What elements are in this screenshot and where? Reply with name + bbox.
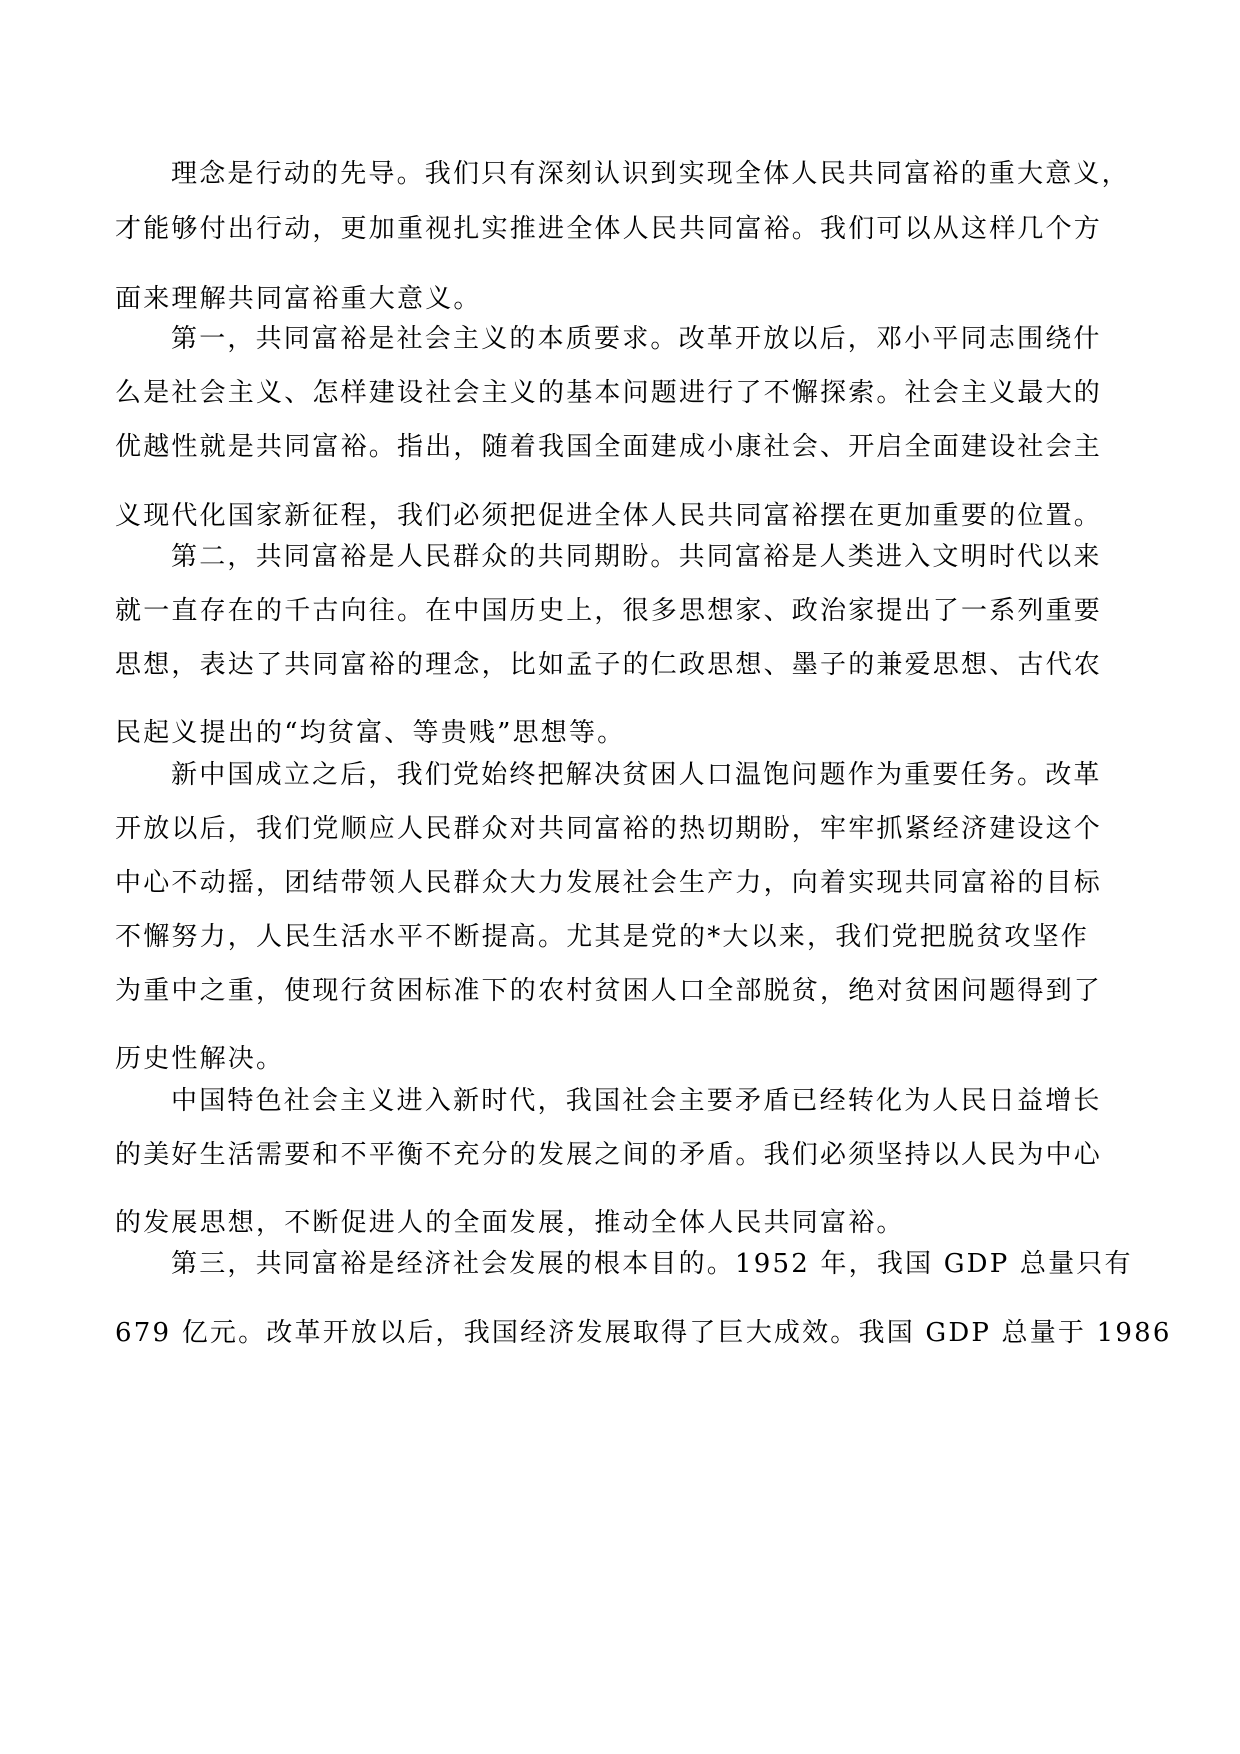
- text-line: 就一直存在的千古向往。在中国历史上，很多思想家、政治家提出了一系列重要: [115, 596, 1103, 626]
- text-line: 新中国成立之后，我们党始终把解决贫困人口温饱问题作为重要任务。改革: [171, 760, 1102, 790]
- text-line: 民起义提出的“均贫富、等贵贱”思想等。: [115, 718, 626, 748]
- text-line: 不懈努力，人民生活水平不断提高。尤其是党的*大以来，我们党把脱贫攻坚作: [115, 922, 1090, 952]
- text-line: 的美好生活需要和不平衡不充分的发展之间的矛盾。我们必须坚持以人民为中心: [115, 1140, 1103, 1170]
- text-line: 才能够付出行动，更加重视扎实推进全体人民共同富裕。我们可以从这样几个方: [115, 214, 1103, 244]
- text-line: 开放以后，我们党顺应人民群众对共同富裕的热切期盼，牢牢抓紧经济建设这个: [115, 814, 1103, 844]
- text-line: 第一，共同富裕是社会主义的本质要求。改革开放以后，邓小平同志围绕什: [171, 324, 1102, 354]
- text-line: 第二，共同富裕是人民群众的共同期盼。共同富裕是人类进入文明时代以来: [171, 542, 1102, 572]
- text-line: 为重中之重，使现行贫困标准下的农村贫困人口全部脱贫，绝对贫困问题得到了: [115, 976, 1103, 1006]
- text-line: 思想，表达了共同富裕的理念，比如孟子的仁政思想、墨子的兼爱思想、古代农: [115, 650, 1103, 680]
- text-line: 的发展思想，不断促进人的全面发展，推动全体人民共同富裕。: [115, 1208, 905, 1238]
- text-line: 面来理解共同富裕重大意义。: [115, 284, 482, 314]
- text-line: 义现代化国家新征程，我们必须把促进全体人民共同富裕摆在更加重要的位置。: [115, 501, 1103, 531]
- text-line: 中国特色社会主义进入新时代，我国社会主要矛盾已经转化为人民日益增长: [171, 1086, 1102, 1116]
- text-line: 历史性解决。: [115, 1044, 285, 1074]
- text-line: 理念是行动的先导。我们只有深刻认识到实现全体人民共同富裕的重大意义，: [171, 159, 1130, 189]
- text-line: 679 亿元。改革开放以后，我国经济发展取得了巨大成效。我国 GDP 总量于 1986: [115, 1318, 1172, 1348]
- text-line: 第三，共同富裕是经济社会发展的根本目的。1952 年，我国 GDP 总量只有: [171, 1249, 1133, 1279]
- text-line: 中心不动摇，团结带领人民群众大力发展社会生产力，向着实现共同富裕的目标: [115, 868, 1103, 898]
- text-line: 么是社会主义、怎样建设社会主义的基本问题进行了不懈探索。社会主义最大的: [115, 378, 1103, 408]
- text-line: 优越性就是共同富裕。指出，随着我国全面建成小康社会、开启全面建设社会主: [115, 432, 1103, 462]
